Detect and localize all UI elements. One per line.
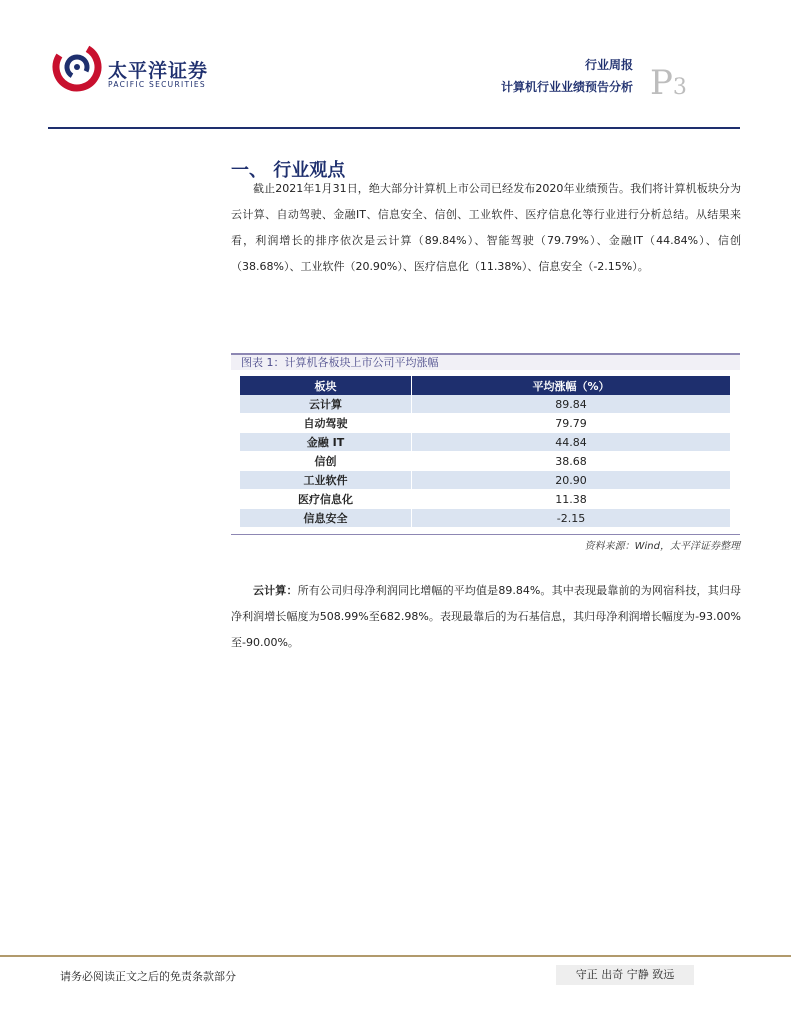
sector-value: 44.84 bbox=[412, 433, 731, 452]
table-row bbox=[240, 414, 731, 433]
logo-english-name: PACIFIC SECURITIES bbox=[108, 80, 206, 89]
intro-paragraph bbox=[231, 176, 741, 280]
pacific-securities-logo-icon bbox=[52, 42, 102, 92]
sector-name: 自动驾驶 bbox=[240, 414, 412, 433]
header-sector: 板块 bbox=[240, 376, 412, 395]
table-row bbox=[240, 490, 731, 509]
sector-name: 信创 bbox=[240, 452, 412, 471]
sector-gain-table bbox=[240, 376, 731, 528]
table-caption: 图表 1：计算机各板块上市公司平均涨幅 bbox=[231, 353, 740, 370]
table-header-row bbox=[240, 376, 731, 395]
sector-name: 金融 IT bbox=[240, 433, 412, 452]
sector-name: 云计算 bbox=[240, 395, 412, 414]
page-number-value: 3 bbox=[672, 75, 687, 100]
sector-value: 79.79 bbox=[412, 414, 731, 433]
sector-value: 38.68 bbox=[412, 452, 731, 471]
intro-text: 截止2021年1月31日，绝大部分计算机上市公司已经发布2020年业绩预告。我们将计算机板块分为云计算、自动驾驶、金融IT、信息安全、信创、工业软件、医疗信息化等行业进行分析总结。从结果来看，利润增长的排序依次是云计算（89.84%）、智能驾驶（79.79%）、金融IT（44.84%）、信创（38.68%）、工业软件（20.90%）、医疗信息化（11.38%）、信息安全（-2.15%）。 bbox=[231, 182, 741, 273]
logo-chinese-name: 太平洋证券 bbox=[108, 60, 209, 82]
report-category: 行业周报 bbox=[584, 58, 633, 72]
sector-value: 11.38 bbox=[412, 490, 731, 509]
table-row bbox=[240, 509, 731, 528]
table-bottom-rule bbox=[231, 534, 740, 535]
page-prefix: P bbox=[650, 63, 673, 103]
cloud-text: 所有公司归母净利润同比增幅的平均值是89.84%。其中表现最靠前的为网宿科技，其归母净利润增长幅度为508.99%至682.98%。表现最靠后的为石基信息，其归母净利润增长幅度为-93.00%至-90.00%。 bbox=[231, 584, 741, 649]
sector-value: -2.15 bbox=[412, 509, 731, 528]
sector-name: 医疗信息化 bbox=[240, 490, 412, 509]
sector-value: 20.90 bbox=[412, 471, 731, 490]
section-title: 一、 行业观点 bbox=[231, 160, 346, 181]
table-row bbox=[240, 433, 731, 452]
footer-disclaimer: 请务必阅读正文之后的免责条款部分 bbox=[60, 970, 236, 983]
header-divider bbox=[48, 127, 740, 129]
sector-name: 信息安全 bbox=[240, 509, 412, 528]
header-avg-gain: 平均涨幅（%） bbox=[412, 376, 731, 395]
table-row bbox=[240, 471, 731, 490]
footer-motto: 守正 出奇 宁静 致远 bbox=[556, 965, 694, 985]
table-row bbox=[240, 395, 731, 414]
page-number bbox=[650, 63, 687, 103]
table-source: 资料来源：Wind，太平洋证券整理 bbox=[584, 541, 740, 552]
report-title: 计算机行业业绩预告分析 bbox=[500, 80, 633, 94]
cloud-label: 云计算： bbox=[253, 584, 298, 597]
sector-value: 89.84 bbox=[412, 395, 731, 414]
sector-name: 工业软件 bbox=[240, 471, 412, 490]
footer-divider bbox=[0, 955, 791, 957]
table-row bbox=[240, 452, 731, 471]
cloud-paragraph bbox=[231, 578, 741, 656]
